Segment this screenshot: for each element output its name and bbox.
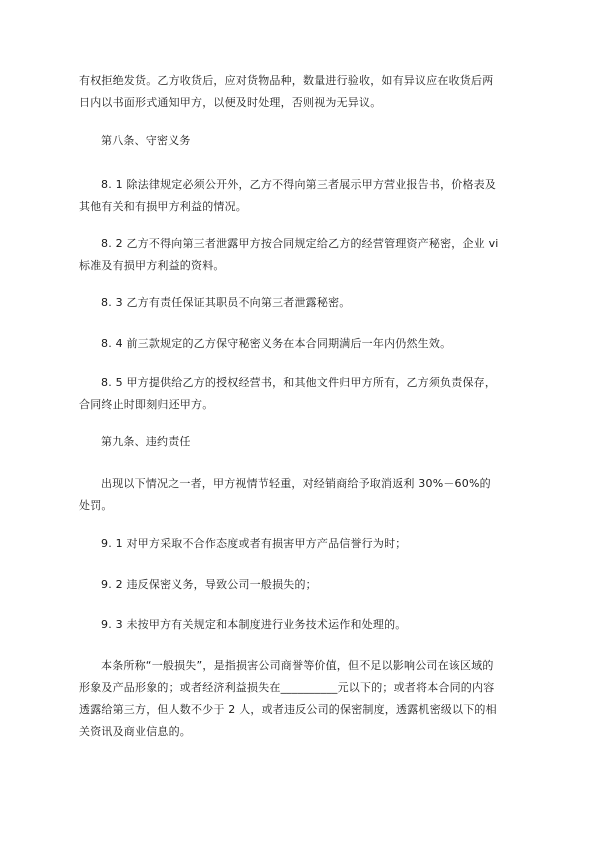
text-line: 本条所称“一般损失”，是指损害公司商誉等价值，但不足以影响公司在该区域的: [101, 659, 494, 672]
text-line: 8. 3 乙方有责任保证其职员不向第三者泄露秘密。: [101, 296, 351, 309]
text-line: 8. 5 甲方提供给乙方的授权经营书，和其他文件归甲方所有，乙方须负责保存，: [101, 376, 497, 389]
text-line: 处罚。: [79, 499, 113, 512]
text-line: 9. 3 未按甲方有关规定和本制度进行业务技术运作和处理的。: [101, 618, 407, 631]
section-heading: 第九条、违约责任: [101, 435, 191, 448]
text-line: 透露给第三方，但人数不少于 2 人，或者违反公司的保密制度，透露机密级以下的相: [79, 703, 497, 716]
text-line: 8. 2 乙方不得向第三者泄露甲方按合同规定给乙方的经营管理资产秘密，企业 vi: [101, 237, 499, 250]
clause-9-2: [79, 574, 551, 596]
text-line: 出现以下情况之一者，甲方视情节轻重，对经销商给予取消返利 30%－60%的: [101, 477, 491, 490]
clause-8-4: [79, 333, 551, 355]
text-line: 8. 4 前三款规定的乙方保守秘密义务在本合同期满后一年内仍然生效。: [101, 337, 452, 350]
text-line: 形象及产品形象的；或者经济利益损失在__________元以下的；或者将本合同的内容: [79, 681, 495, 694]
heading-article-9: [79, 431, 551, 453]
heading-article-8: [79, 130, 551, 152]
text-line: 有权拒绝发货。乙方收货后，应对货物品种，数量进行验收，如有异议应在收货后两: [79, 74, 494, 87]
paragraph-delivery-acceptance: [79, 70, 529, 114]
text-line: 其他有关和有损甲方利益的情况。: [79, 200, 247, 213]
text-line: 关资讯及商业信息的。: [79, 725, 191, 738]
text-line: 9. 1 对甲方采取不合作态度或者有损害甲方产品信誉行为时；: [101, 537, 407, 550]
paragraph-general-loss-definition: [79, 655, 551, 743]
text-line: 日内以书面形式通知甲方，以便及时处理，否则视为无异议。: [79, 96, 382, 109]
clause-8-2: [79, 233, 551, 277]
clause-8-5: [79, 372, 551, 416]
clause-8-3: [79, 292, 551, 314]
section-heading: 第八条、守密义务: [101, 134, 191, 147]
paragraph-penalty-intro: [79, 473, 551, 517]
text-line: 合同终止时即刻归还甲方。: [79, 398, 214, 411]
clause-8-1: [79, 174, 551, 218]
text-line: 标准及有损甲方利益的资料。: [79, 259, 225, 272]
text-line: 8. 1 除法律规定必须公开外，乙方不得向第三者展示甲方营业报告书，价格表及: [101, 178, 497, 191]
clause-9-1: [79, 533, 551, 555]
clause-9-3: [79, 614, 551, 636]
text-line: 9. 2 违反保密义务，导致公司一般损失的；: [101, 578, 317, 591]
